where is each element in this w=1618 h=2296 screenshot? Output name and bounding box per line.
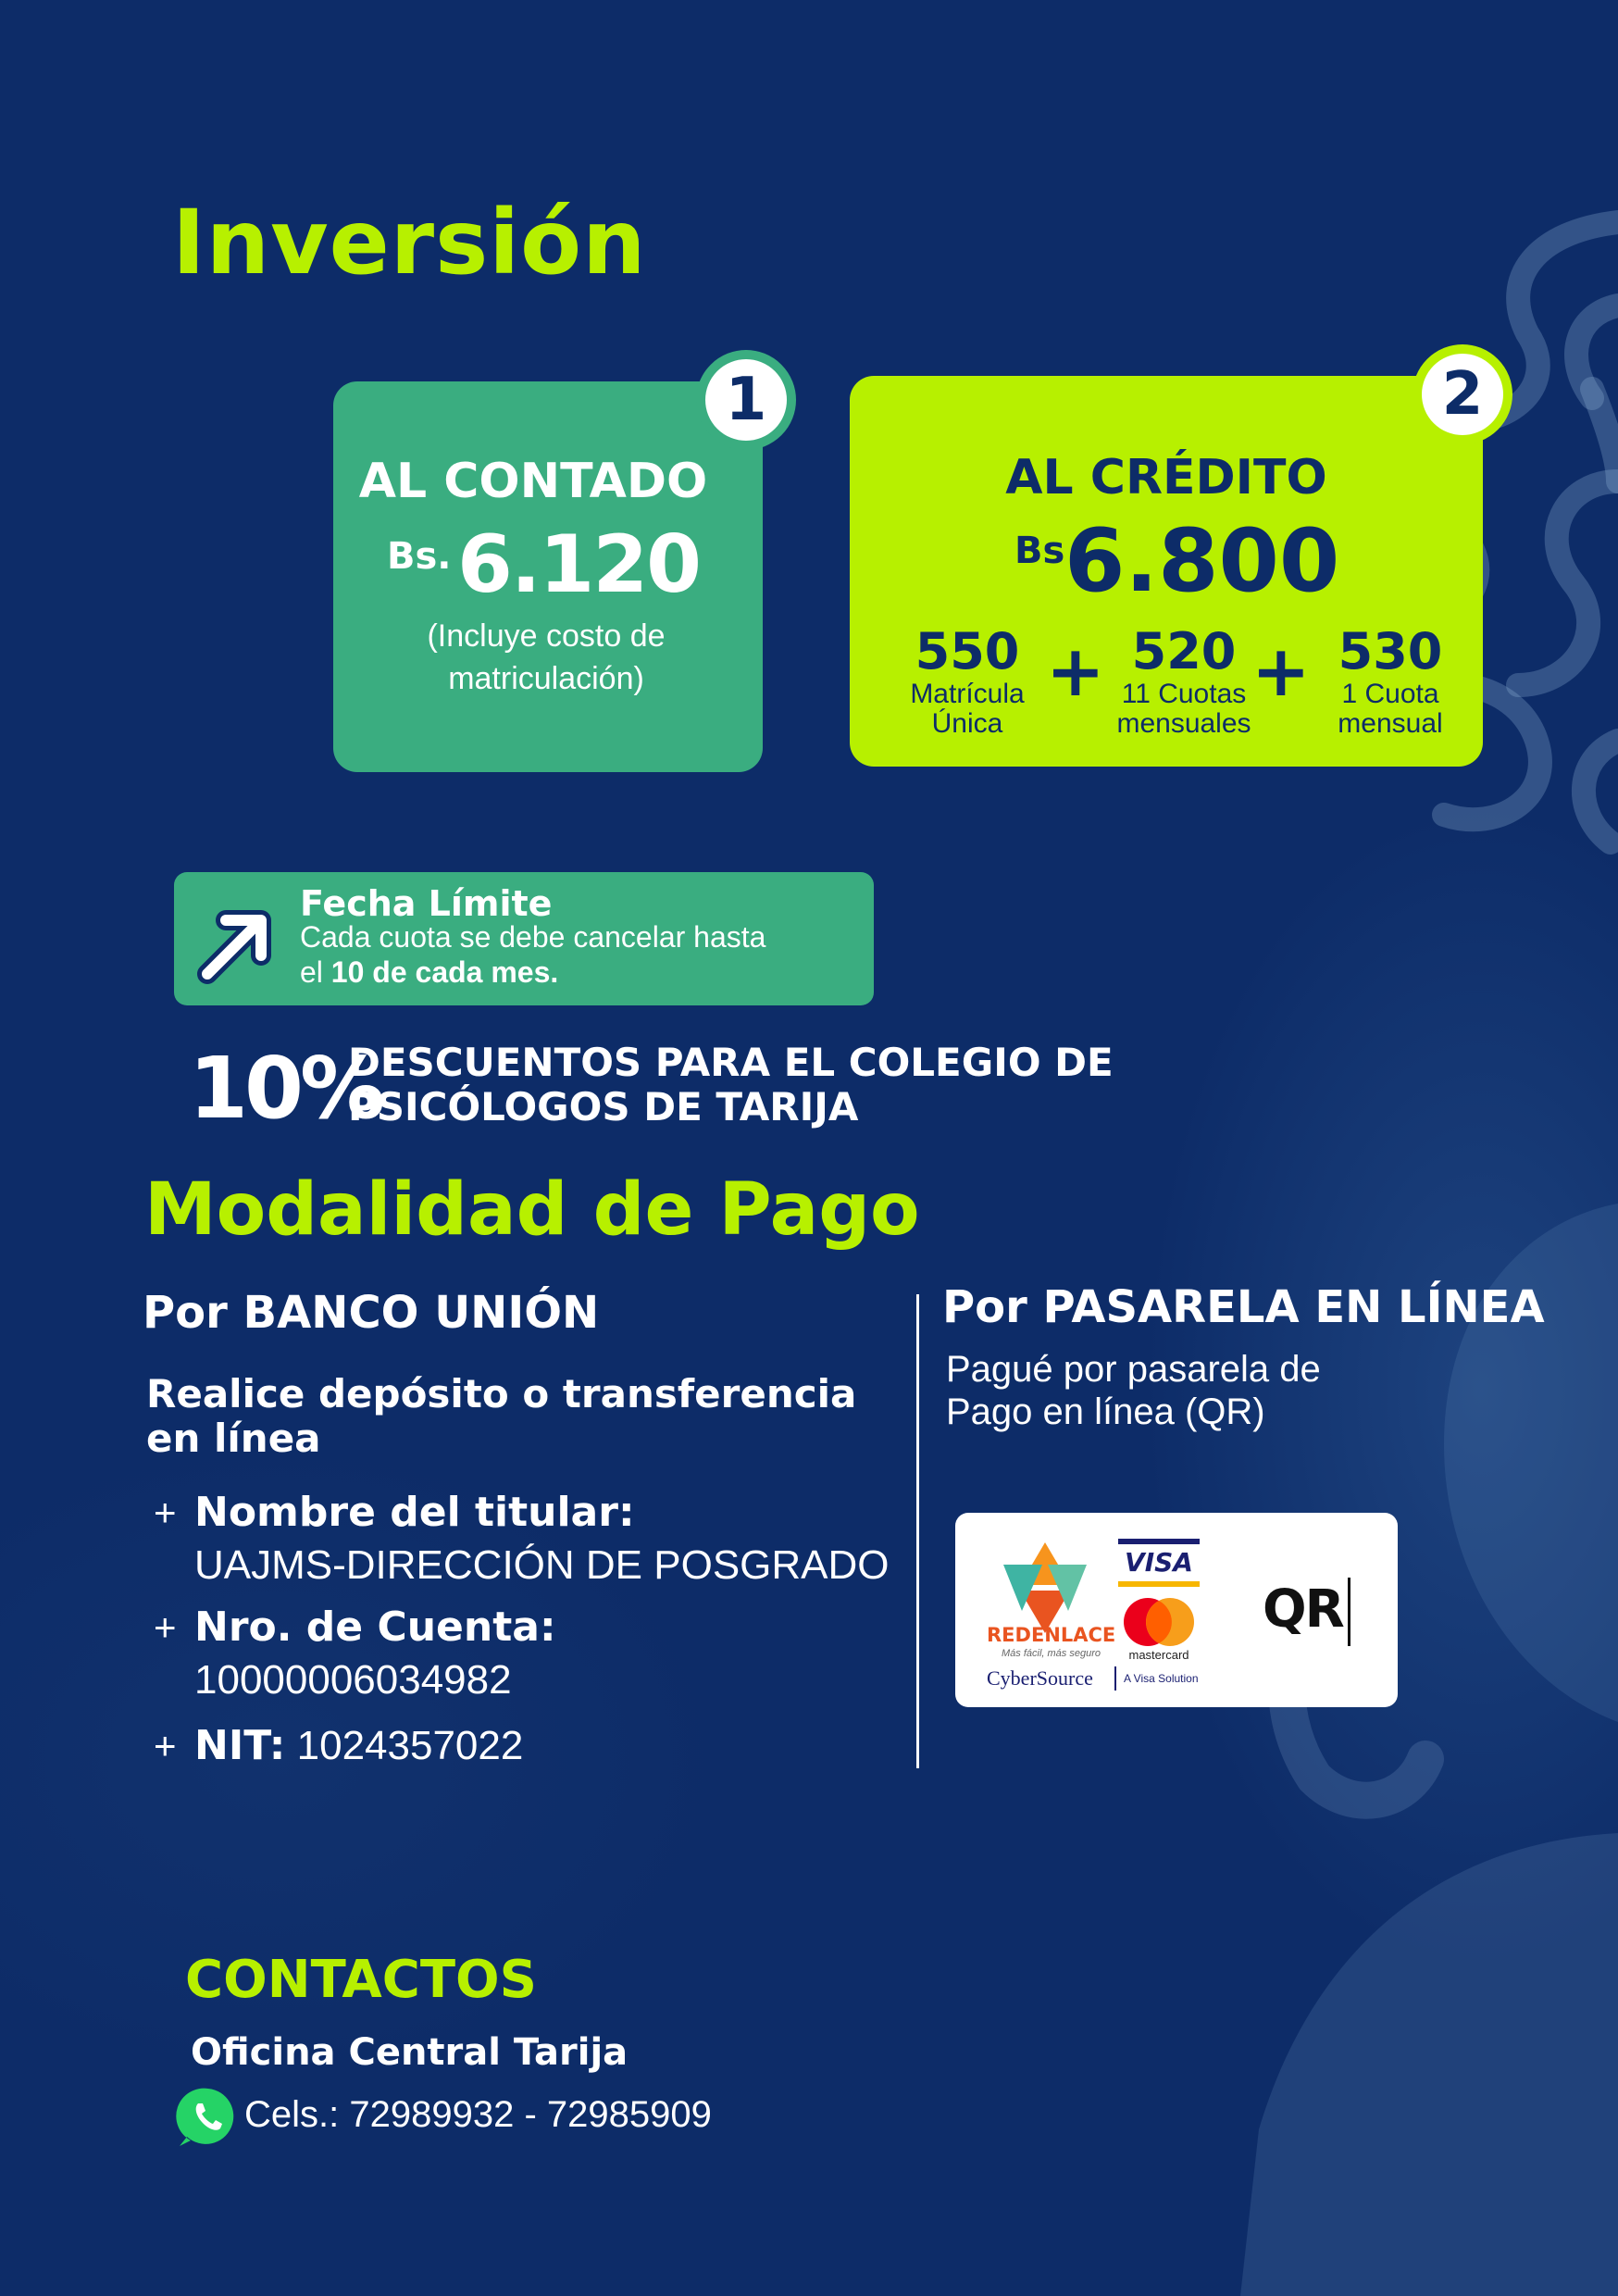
cash-note-line1: (Incluye costo de xyxy=(427,618,666,654)
breakdown-label-line1: Matrícula xyxy=(910,679,1025,709)
breakdown-label-line2: Única xyxy=(931,708,1003,739)
nit-value: 1024357022 xyxy=(296,1723,524,1768)
deadline-line2-bold: 10 de cada mes. xyxy=(330,955,559,989)
bullet-plus: + xyxy=(154,1605,177,1649)
credit-label: AL CRÉDITO xyxy=(1005,450,1327,505)
bank-intro xyxy=(146,1372,856,1461)
whatsapp-icon xyxy=(176,2085,241,2150)
mastercard-text: mastercard xyxy=(1128,1648,1189,1662)
online-intro-line2: Pago en línea (QR) xyxy=(946,1391,1265,1432)
qr-logo: QR xyxy=(1263,1579,1343,1640)
breakdown-label-line2: mensual xyxy=(1338,708,1443,739)
cybersource-tagline: A Visa Solution xyxy=(1124,1672,1199,1685)
discount-percent: 10% xyxy=(189,1039,382,1138)
mastercard-logo-icon xyxy=(1118,1596,1200,1648)
nit-label: NIT: xyxy=(194,1722,286,1769)
deadline-title: Fecha Límite xyxy=(300,883,553,924)
discount-line2: PSICÓLOGOS DE TARIJA xyxy=(348,1084,859,1129)
credit-currency: Bs xyxy=(1014,530,1065,572)
bullet-plus: + xyxy=(154,1491,177,1534)
column-divider xyxy=(916,1294,919,1768)
cash-currency: Bs. xyxy=(387,535,452,578)
option-badge-2: 2 xyxy=(1413,344,1512,444)
option-badge-1: 1 xyxy=(696,350,796,450)
credit-amount: 6.800 xyxy=(1064,511,1340,612)
visa-logo: VISA xyxy=(1118,1539,1200,1587)
plus-sign: + xyxy=(1251,630,1311,712)
nit-row xyxy=(194,1722,523,1769)
cybersource-separator xyxy=(1114,1666,1116,1691)
holder-label: Nombre del titular: xyxy=(194,1489,635,1536)
deadline-line2 xyxy=(300,955,558,990)
cash-label: AL CONTADO xyxy=(358,454,708,509)
investment-title: Inversión xyxy=(172,191,647,294)
account-label: Nro. de Cuenta: xyxy=(194,1603,556,1651)
breakdown-label-line1: 11 Cuotas xyxy=(1121,679,1247,709)
breakdown-value: 520 xyxy=(1131,622,1237,680)
discount-text xyxy=(348,1041,1114,1129)
credit-breakdown-1 xyxy=(898,624,1037,739)
breakdown-label-line1: 1 Cuota xyxy=(1341,679,1439,709)
cash-note xyxy=(352,615,741,700)
arrow-up-right-icon xyxy=(189,894,281,987)
bank-heading: Por BANCO UNIÓN xyxy=(143,1287,600,1339)
contact-phones: Cels.: 72989932 - 72985909 xyxy=(244,2094,712,2135)
holder-value: UAJMS-DIRECCIÓN DE POSGRADO xyxy=(194,1542,890,1588)
account-value: 10000006034982 xyxy=(194,1657,512,1703)
deadline-line2-prefix: el xyxy=(300,955,331,989)
breakdown-value: 550 xyxy=(915,622,1020,680)
breakdown-label-line2: mensuales xyxy=(1116,708,1251,739)
bullet-plus: + xyxy=(154,1724,177,1767)
bank-intro-line2: en línea xyxy=(146,1416,321,1461)
payment-title: Modalidad de Pago xyxy=(144,1168,920,1252)
credit-breakdown-2 xyxy=(1098,624,1270,739)
cybersource-text: CyberSource xyxy=(987,1666,1093,1690)
qr-separator xyxy=(1348,1578,1350,1646)
office-name: Oficina Central Tarija xyxy=(191,2031,629,2074)
online-intro-line1: Pagué por pasarela de xyxy=(946,1349,1321,1390)
redenlace-tagline: Más fácil, más seguro xyxy=(1002,1648,1101,1659)
plus-sign: + xyxy=(1046,630,1105,712)
cash-note-line2: matriculación) xyxy=(448,661,644,696)
credit-breakdown-3 xyxy=(1314,624,1466,739)
breakdown-value: 530 xyxy=(1338,622,1443,680)
online-heading: Por PASARELA EN LÍNEA xyxy=(942,1281,1545,1333)
redenlace-text: REDENLACE xyxy=(987,1624,1116,1646)
deadline-line1: Cada cuota se debe cancelar hasta xyxy=(300,920,766,954)
contacts-title: CONTACTOS xyxy=(185,1950,537,2010)
discount-line1: DESCUENTOS PARA EL COLEGIO DE xyxy=(348,1040,1114,1085)
bank-intro-line1: Realice depósito o transferencia xyxy=(146,1371,857,1416)
cash-amount: 6.120 xyxy=(457,518,701,611)
online-intro xyxy=(946,1348,1321,1433)
